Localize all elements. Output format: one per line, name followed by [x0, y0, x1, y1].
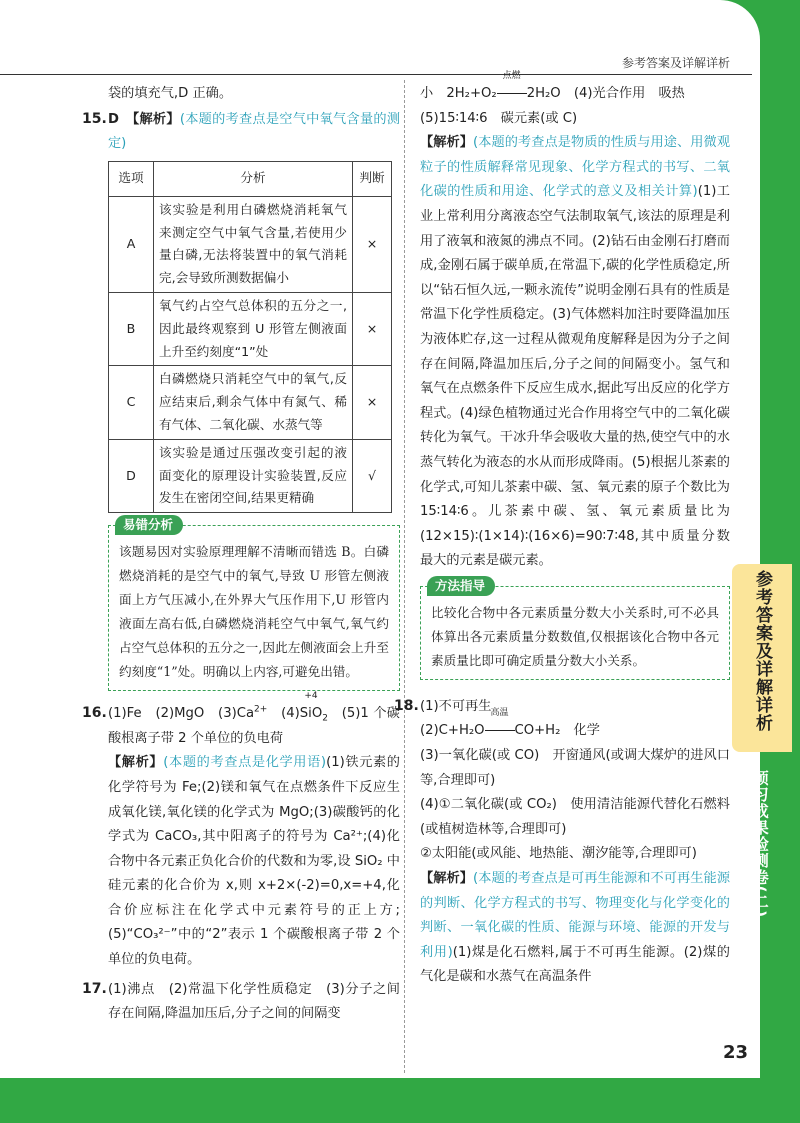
intro-text: 袋的填充气,D 正确。	[108, 86, 233, 101]
q17-eq-post: 2H₂O (4)光合作用 吸热	[526, 86, 685, 101]
q16-sio2-formula	[299, 691, 323, 727]
table-cell-option: B	[109, 292, 154, 365]
question-17	[82, 977, 400, 1027]
table-row	[109, 366, 392, 439]
q17-eq-condition: 点燃	[502, 71, 521, 81]
q17-eq-arrow	[497, 71, 527, 107]
table-cell-analysis: 该实验是利用白磷燃烧消耗氧气来测定空气中氧气含量,若使用少量白磷,无法将装置中的氧气消耗完,会导致所测数据偏小	[154, 196, 353, 292]
right-column	[394, 71, 731, 990]
q17-analysis-label: 【解析】	[420, 135, 474, 151]
q15-analysis-label: 【解析】	[132, 111, 180, 127]
table-header-option: 选项	[109, 161, 154, 196]
q15-number: 15.	[82, 110, 107, 127]
q18-line4: (4)①二氧化碳(或 CO₂) 使用清洁能源代替化石燃料(或植树造林等,合理即可)	[420, 797, 730, 837]
q17-knowledge-point: (本题的考查点是物质的性质与用途、用微观粒子的性质解释常见现象、化学方程式的书写、二氧化碳的性质和用途、化学式的意义及相关计算)	[420, 135, 731, 200]
question-16: 16.(1)Fe (2)MgO $(3)Ca^{2+}$ (4) +4 SiO$_2$ (5)1 个碳酸根离子带 2 个单位的负电荷 【解析】(本题的考查点是化学用语)(1)铁元素的化学符号为 Fe;(2)镁和氧气在点燃条件下反应生成氧化镁,氧化镁的化学式为 MgO;(3)碳酸钙的化学式为 CaCO₃,其中阳离子的符号为 Ca²⁺;(4)化合物中各元素正负化合价的代数和为零,设 SiO₂ 中硅元素的化合价为 x,则 x+2×(-2)=0,x=+4,化合价应标注在化学式中元素符号的正上方;(5)“CO₃²⁻”中的“2”表示 1 个碳酸根离子带 2 个单位的负电荷。	[82, 691, 400, 968]
q17-analysis-text: (1)工业上常利用分离液态空气法制取氧气,该法的原理是利用了液氧和液氮的沸点不同。(2)钻石由金刚石打磨而成,金刚石属于碳单质,在常温下,碳的化学性质稳定,所以“钻石恒久远,一颗永流传”说明金刚石具有的性质是常温下化学性质稳定。(3)气体燃料加注时要降温加压为液体贮存,这一过程从微观角度解释是因为分子之间存在间隔,降温加压后,分子之间的间隔变小。氢气和氧气在点燃条件下反应生成水,据此写出反应的化学方程式。(4)绿色植物通过光合作用将空气中的二氧化碳转化为氧气。干冰升华会吸收大量的热,使空气中的水蒸气转化为液态的水从而形成降雨。(5)根据儿茶素的化学式,可知儿茶素中碳、氢、氧元素的原子个数比为 15∶14∶6。儿茶素中碳、氢、氧元素质量比为(12×15)∶(1×14)∶(16×6)=90∶7∶48,其中质量分数最大的元素是碳元素。	[420, 184, 730, 569]
table-row	[109, 196, 392, 292]
q18-line5: ②太阳能(或风能、地热能、潮汐能等,合理即可)	[420, 846, 697, 862]
q16-number: 16.	[82, 705, 107, 722]
q16-answer-part1: (1)Fe (2)MgO (3)Ca	[108, 706, 255, 722]
table-row	[109, 439, 392, 512]
table-header-analysis: 分析	[154, 161, 353, 196]
q17-number: 17.	[82, 980, 107, 997]
page-number: 23	[722, 1042, 748, 1063]
q18-analysis-text: (1)煤是化石燃料,属于不可再生能源。(2)煤的气化是碳和水蒸气在高温条件	[420, 944, 730, 985]
q16-analysis-label: 【解析】	[108, 755, 164, 771]
table-cell-judge: ×	[353, 292, 392, 365]
column-divider	[404, 80, 405, 1073]
q17-eq-pre: 小 2H₂+O₂	[420, 86, 497, 101]
question-15	[82, 107, 401, 692]
left-column	[82, 82, 401, 1027]
table-cell-judge: ×	[353, 196, 392, 292]
table-cell-analysis: 该实验是通过压强改变引起的液面变化的原理设计实验装置,反应发生在密闭空间,结果更精确	[154, 439, 353, 512]
q18-line2	[420, 708, 730, 744]
header-rule	[0, 74, 752, 75]
side-tab-label: 参考答案及详解详析	[752, 570, 772, 732]
q17-answer-text: (1)沸点 (2)常温下化学性质稳定 (3)分子之间存在间隔,降温加压后,分子之间的间隔变	[108, 981, 400, 1022]
method-guide-text: 比较化合物中各元素质量分数大小关系时,可不必具体算出各元素质量分数数值,仅根据该化合物中各元素质量比即可确定质量分数大小关系。	[431, 604, 719, 668]
error-analysis-text: 该题易因对实验原理理解不清晰而错选 B。白磷燃烧消耗的是空气中的氧气,导致 U 形管左侧液面上方气压减小,在外界大气压作用下,U 形管内液面左高右低,白磷燃烧消耗空气中氧气,氧气约占空气总体积的五分之一,因此左侧液面会上升至约刻度“1”处。明确以上内容,可避免出错。	[119, 544, 389, 680]
q18-eq-post: CO+H₂ 化学	[514, 723, 600, 739]
q17-line2: (5)15∶14∶6 碳元素(或 C)	[420, 110, 578, 126]
table-header-row	[109, 161, 392, 196]
q16-answer-part2: (4)	[267, 706, 300, 722]
q18-knowledge-point: (本题的考查点是可再生能源和不可再生能源的判断、化学方程式的书写、物理变化与化学变化的判断、一氧化碳的性质、能源与环境、能源的开发与利用)	[420, 871, 731, 960]
q18-line1: (1)不可再生	[420, 698, 492, 714]
q16-sio-text: SiO	[299, 706, 323, 722]
table-cell-analysis: 氧气约占空气总体积的五分之一,因此最终观察到 U 形管左侧液面上升至约刻度“1”处	[154, 292, 353, 365]
q18-number: 18.	[394, 697, 419, 714]
table-cell-judge: √	[353, 439, 392, 512]
q17-equation-line	[420, 71, 730, 107]
running-header: 参考答案及详解详析	[621, 56, 730, 70]
error-analysis-tag: 易错分析	[115, 515, 183, 535]
q16-knowledge-point: (本题的考查点是化学用语)	[163, 755, 327, 771]
table-cell-option: C	[109, 366, 154, 439]
q18-line3: (3)一氧化碳(或 CO) 开窗通风(或调大煤炉的进风口等,合理即可)	[420, 748, 730, 788]
table-header-judge: 判断	[353, 161, 392, 196]
error-analysis-box	[108, 517, 400, 691]
q18-analysis-label: 【解析】	[420, 871, 474, 887]
table-cell-option: A	[109, 196, 154, 292]
question-18	[394, 694, 731, 990]
q15-answer: D	[108, 111, 119, 127]
q16-ca-charge: 2+	[254, 704, 268, 715]
q16-analysis-text: (1)铁元素的化学符号为 Fe;(2)镁和氧气在点燃条件下反应生成氧化镁,氧化镁的化学式为 MgO;(3)碳酸钙的化学式为 CaCO₃,其中阳离子的符号为 Ca²⁺;(4)化合物中各元素正负化合价的代数和为零,设 SiO₂ 中硅元素的化合价为 x,则 x+2×(-2)=0,x=+4,化合价应标注在化学式中元素符号的正上方;(5)“CO₃²⁻”中的“2”表示 1 个碳酸根离子带 2 个单位的负电荷。	[108, 755, 400, 968]
q15-knowledge-point: (本题的考查点是空气中氧气含量的测定)	[108, 111, 401, 152]
method-guide-box	[420, 577, 730, 680]
q18-eq-condition: 高温	[490, 708, 509, 719]
method-guide-tag: 方法指导	[427, 576, 495, 596]
q16-answer-part3: (5)1 个碳酸根离子带 2 个单位的负电荷	[108, 706, 400, 746]
table-cell-judge: ×	[353, 366, 392, 439]
table-cell-option: D	[109, 439, 154, 512]
q18-eq-arrow	[485, 708, 515, 744]
table-row	[109, 292, 392, 365]
side-subtitle: 预习成果检测卷(二)	[751, 770, 769, 919]
q18-eq-pre: (2)C+H₂O	[420, 723, 485, 739]
q16-si-valence: +4	[304, 691, 318, 702]
q15-analysis-table	[108, 161, 392, 513]
table-cell-analysis: 白磷燃烧只消耗空气中的氧气,反应结束后,剩余气体中有氮气、稀有气体、二氧化碳、水蒸气等	[154, 366, 353, 439]
